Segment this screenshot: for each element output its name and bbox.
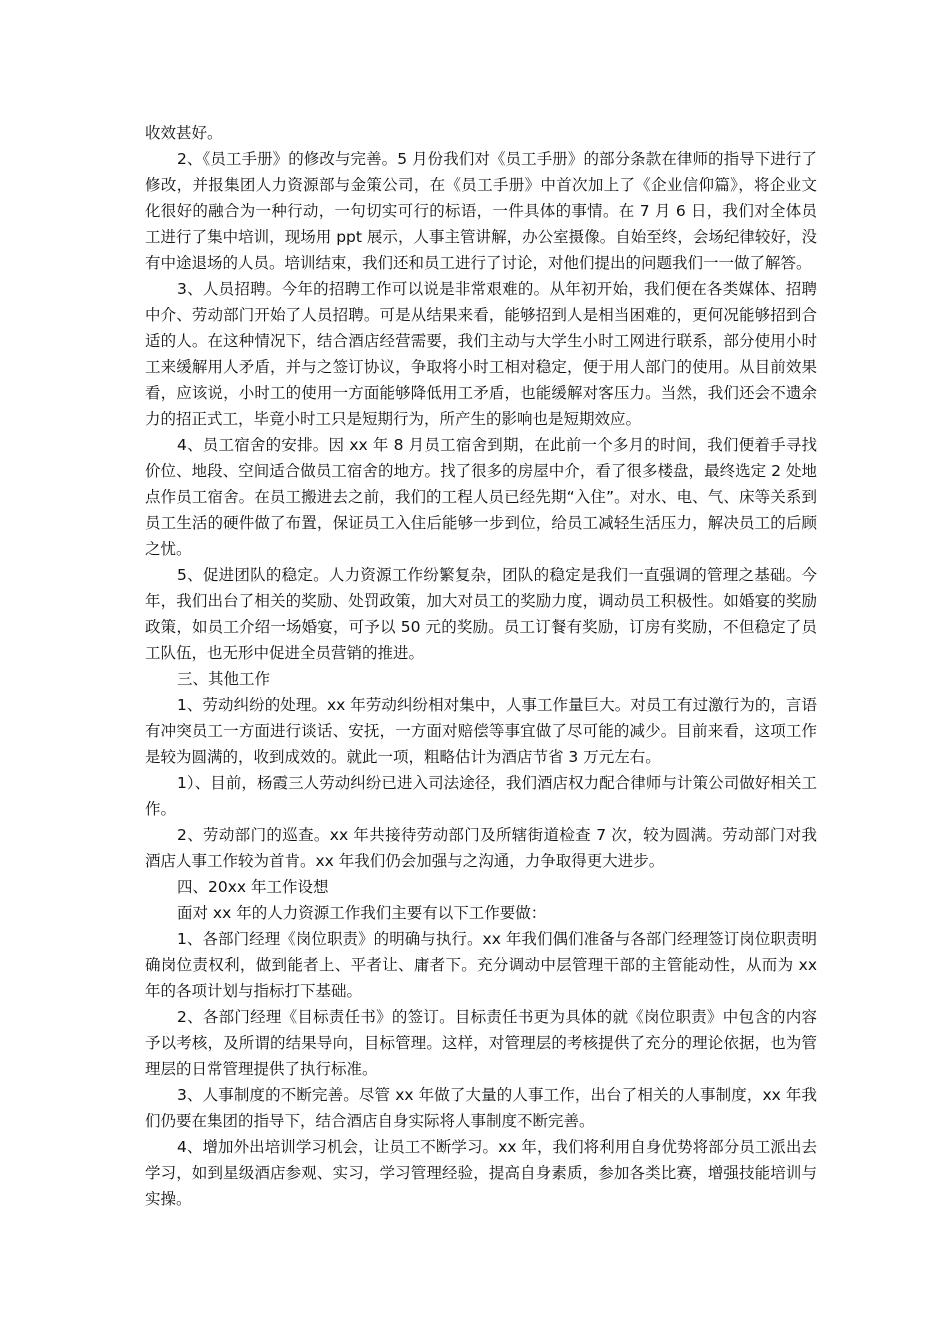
paragraph-14: 4、增加外出培训学习机会，让员工不断学习。xx 年，我们将利用自身优势将部分员工派出去学习，如到星级酒店参观、实习，学习管理经验，提高自身素质，参加各类比赛，增强技能培训与实操。 — [145, 1138, 817, 1208]
paragraph-0: 收效甚好。 — [145, 124, 223, 142]
paragraph-12: 2、各部门经理《目标责任书》的签订。目标责任书更为具体的就《岗位职责》中包含的内容予以考核，及所谓的结果导向，目标管理。这样，对管理层的考核提供了充分的理论依据，也为管理层的日常管理提供了执行标准。 — [145, 1008, 817, 1078]
paragraph-3: 4、员工宿舍的安排。因 xx 年 8 月员工宿舍到期，在此前一个多月的时间，我们便着手寻找价位、地段、空间适合做员工宿舍的地方。找了很多的房屋中介，看了很多楼盘，最终选定 2 处地点作员工宿舍。在员工搬进去之前，我们的工程人员已经先期“入住”。对水、电、气、床等关系到员工生活的硬件做了布置，保证员工入住后能够一步到位，给员工减轻生活压力，解决员工的后顾之忧。 — [145, 436, 817, 558]
section-heading-work-plan: 四、20xx 年工作设想 — [177, 878, 329, 896]
paragraph-7: 1）、目前，杨霞三人劳动纠纷已进入司法途径，我们酒店权力配合律师与计策公司做好相关工作。 — [145, 774, 817, 818]
paragraph-1: 2、《员工手册》的修改与完善。5 月份我们对《员工手册》的部分条款在律师的指导下进行了修改，并报集团人力资源部与金策公司，在《员工手册》中首次加上了《企业信仰篇》，将企业文化很好的融合为一种行动，一句切实可行的标语，一件具体的事情。在 7 月 6 日，我们对全体员工进行了集中培训，现场用 ppt 展示，人事主管讲解，办公室摄像。自始至终，会场纪律较好，没有中途退场的人员。培训结束，我们还和员工进行了讨论，对他们提出的问题我们一一做了解答。 — [145, 150, 817, 272]
paragraph-13: 3、人事制度的不断完善。尽管 xx 年做了大量的人事工作，出台了相关的人事制度，xx 年我们仍要在集团的指导下，结合酒店自身实际将人事制度不断完善。 — [145, 1086, 817, 1130]
paragraph-8: 2、劳动部门的巡查。xx 年共接待劳动部门及所辖街道检查 7 次，较为圆满。劳动部门对我酒店人事工作较为首肯。xx 年我们仍会加强与之沟通，力争取得更大进步。 — [145, 826, 817, 870]
paragraph-10: 面对 xx 年的人力资源工作我们主要有以下工作要做： — [177, 904, 547, 922]
paragraph-4: 5、促进团队的稳定。人力资源工作纷繁复杂，团队的稳定是我们一直强调的管理之基础。今年，我们出台了相关的奖励、处罚政策，加大对员工的奖励力度，调动员工积极性。如婚宴的奖励政策，如员工介绍一场婚宴，可予以 50 元的奖励。员工订餐有奖励，订房有奖励，不但稳定了员工队伍，也无形中促进全员营销的推进。 — [145, 566, 817, 662]
document-body — [145, 120, 817, 1212]
paragraph-11: 1、各部门经理《岗位职责》的明确与执行。xx 年我们偶们准备与各部门经理签订岗位职责明确岗位责权利，做到能者上、平者让、庸者下。充分调动中层管理干部的主管能动性，从而为 xx 年的各项计划与指标打下基础。 — [145, 930, 817, 1000]
paragraph-6: 1、劳动纠纷的处理。xx 年劳动纠纷相对集中，人事工作量巨大。对员工有过激行为的，言语有冲突员工一方面进行谈话、安抚，一方面对赔偿等事宜做了尽可能的减少。目前来看，这项工作是较为圆满的，收到成效的。就此一项，粗略估计为酒店节省 3 万元左右。 — [145, 696, 817, 766]
paragraph-2: 3、人员招聘。今年的招聘工作可以说是非常艰难的。从年初开始，我们便在各类媒体、招聘中介、劳动部门开始了人员招聘。可是从结果来看，能够招到人是相当困难的，更何况能够招到合适的人。在这种情况下，结合酒店经营需要，我们主动与大学生小时工网进行联系，部分使用小时工来缓解用人矛盾，并与之签订协议，争取将小时工相对稳定，便于用人部门的使用。从目前效果看，应该说，小时工的使用一方面能够降低用工矛盾，也能缓解对客压力。当然，我们还会不遗余力的招正式工，毕竟小时工只是短期行为，所产生的影响也是短期效应。 — [145, 280, 817, 428]
section-heading-other-work: 三、其他工作 — [177, 670, 271, 688]
